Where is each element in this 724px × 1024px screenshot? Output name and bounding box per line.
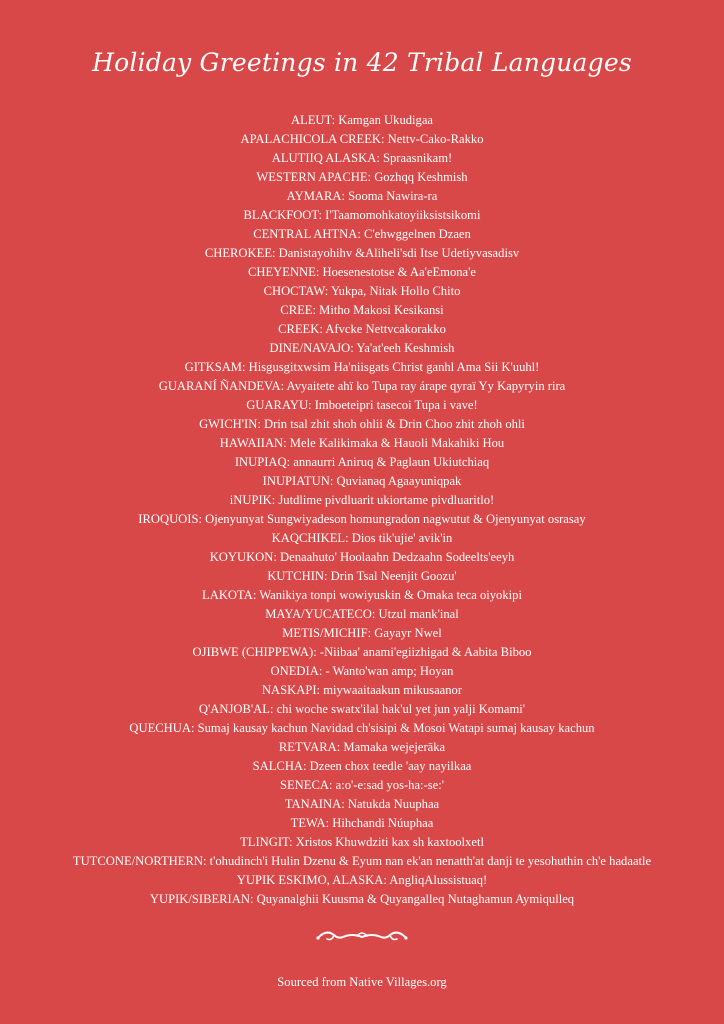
greeting-text: Spraasnikam! [383, 151, 453, 165]
greeting-row [0, 662, 724, 681]
greeting-text: Hisgusgitxwsim Ha'niisgats Christ ganhl Ama Sii K'uuhl! [248, 360, 540, 374]
greeting-row [0, 472, 724, 491]
language-name: BLACKFOOT [243, 208, 319, 222]
greeting-text: Dios tik'ujie' avik'in [351, 531, 453, 545]
separator: : [336, 740, 344, 754]
separator: : [303, 759, 310, 773]
language-name: CREE [280, 303, 313, 317]
separator: : [345, 531, 352, 545]
separator: : [198, 512, 206, 526]
greeting-row [0, 624, 724, 643]
language-name: SENECA [279, 778, 329, 792]
greeting-row [0, 491, 724, 510]
language-name: APALACHICOLA CREEK [240, 132, 382, 146]
language-name: RETVARA [278, 740, 337, 754]
greeting-text: Xristos Khuwdziti kax sh kaxtoolxetl [295, 835, 484, 849]
language-name: CREEK [278, 322, 320, 336]
greeting-row [0, 453, 724, 472]
separator: : [257, 417, 264, 431]
greeting-text: Natukda Nuuphaa [347, 797, 440, 811]
greeting-row [0, 130, 724, 149]
language-name: GWICH'IN [199, 417, 258, 431]
separator: : [367, 170, 375, 184]
greeting-text: Quyanalghii Kuusma & Quyangalleq Nutaghamun Aymiqulleq [256, 892, 575, 906]
language-name: iNUPIK [229, 493, 272, 507]
greeting-text: Drin tsal zhit shoh ohlii & Drin Choo zhit zhoh ohli [263, 417, 525, 431]
greeting-row [0, 700, 724, 719]
greeting-row [0, 168, 724, 187]
greeting-text: Kamgan Ukudigaa [338, 113, 434, 127]
language-name: OJIBWE (CHIPPEWA) [192, 645, 314, 659]
language-name: HAWAIIAN [219, 436, 284, 450]
greeting-text: -Niibaa' anami'egiizhigad & Aabita Biboo [319, 645, 532, 659]
separator: : [350, 341, 357, 355]
greeting-text: t'ohudinch'i Hulin Dzenu & Eyum nan ek'an nenatth'at danji te yesohuthin ch'e hadaatle [209, 854, 652, 868]
language-name: YUPIK/SIBERIAN [149, 892, 250, 906]
language-name: AYMARA [286, 189, 342, 203]
language-name: GUARANÍ ÑANDEVA [158, 379, 281, 393]
separator: : [280, 379, 287, 393]
greeting-row [0, 529, 724, 548]
greeting-text: Wanikiya tonpi wowiyuskin & Omaka teca oiyokipi [259, 588, 522, 602]
separator: : [242, 360, 249, 374]
language-name: TANAINA [284, 797, 342, 811]
separator: : [271, 493, 279, 507]
separator: : [341, 189, 349, 203]
greeting-text: Hihchandi Núuphaa [332, 816, 434, 830]
separator: : [319, 322, 326, 336]
separator: : [329, 474, 337, 488]
greeting-row [0, 263, 724, 282]
greeting-text: Mele Kalikimaka & Hauoli Makahiki Hou [289, 436, 505, 450]
separator: : [313, 645, 320, 659]
greeting-text: Sumaj kausay kachun Navidad ch'sisipi & Mosoi Watapi sumaj kausay kachun [197, 721, 595, 735]
greeting-text: Gozhqq Keshmish [374, 170, 468, 184]
separator: : [325, 816, 333, 830]
greeting-text: Ya'at'eeh Keshmish [356, 341, 455, 355]
language-name: INUPIATUN [262, 474, 330, 488]
language-name: TLINGIT [240, 835, 290, 849]
greeting-text: a:o'-e:sad yos-ha:-se:' [335, 778, 445, 792]
greeting-text: C'ehwggelnen Dzaen [363, 227, 471, 241]
greeting-text: annaurri Aniruq & Paglaun Ukiutchiaq [293, 455, 490, 469]
greeting-row [0, 434, 724, 453]
greeting-text: Nettv-Cako-Rakko [387, 132, 484, 146]
greeting-text: Denaahuto' Hoolaahn Dedzaahn Sodeelts'eeyh [280, 550, 515, 564]
greeting-row [0, 301, 724, 320]
greeting-text: miywaaitaakun mikusaanor [323, 683, 463, 697]
language-name: LAKOTA [202, 588, 253, 602]
separator: : [190, 721, 198, 735]
language-name: QUECHUA [129, 721, 191, 735]
separator: : [318, 664, 326, 678]
greeting-text: Sooma Nawira-ra [348, 189, 438, 203]
language-name: CHOCTAW [263, 284, 325, 298]
greeting-row [0, 244, 724, 263]
language-name: INUPIAQ [234, 455, 287, 469]
greeting-text: Avyaitete ahï ko Tupa ray árape qyraï Yy Kapyryin rira [286, 379, 566, 393]
separator: : [316, 683, 324, 697]
language-name: KOYUKON [209, 550, 274, 564]
greeting-row [0, 415, 724, 434]
language-name: SALCHA [252, 759, 304, 773]
separator: : [331, 113, 339, 127]
greeting-row [0, 757, 724, 776]
greeting-row [0, 377, 724, 396]
language-name: IROQUOIS [138, 512, 199, 526]
language-name: NASKAPI [261, 683, 317, 697]
separator: : [289, 835, 296, 849]
separator: : [323, 569, 331, 583]
separator: : [202, 854, 210, 868]
separator: : [315, 265, 323, 279]
greeting-text: Mitho Makosi Kesikansi [319, 303, 444, 317]
language-name: CENTRAL AHTNA [253, 227, 358, 241]
greeting-text: Ojenyunyat Sungwiyadeson homungradon nagwutut & Ojenyunyat osrasay [205, 512, 586, 526]
language-name: WESTERN APACHE [256, 170, 368, 184]
greeting-row [0, 339, 724, 358]
greeting-text: chi woche swatx'ilal hak'ul yet jun yalji Komami' [276, 702, 526, 716]
greeting-text: Drin Tsal Neenjit Goozu' [330, 569, 457, 583]
greeting-row [0, 605, 724, 624]
separator: : [249, 892, 257, 906]
separator: : [383, 873, 390, 887]
greeting-row [0, 795, 724, 814]
greeting-text: Yukpa, Nitak Hollo Chito [330, 284, 461, 298]
separator: : [357, 227, 364, 241]
greeting-text: Hoesenestotse & Aa'eEmona'e [322, 265, 477, 279]
language-name: METIS/MICHIF [282, 626, 368, 640]
greeting-row [0, 776, 724, 795]
greeting-row [0, 149, 724, 168]
greeting-row [0, 586, 724, 605]
language-name: YUPIK ESKIMO, ALASKA [236, 873, 384, 887]
greeting-row [0, 567, 724, 586]
greeting-text: I'Taamomohkatoyiiksistsikomi [325, 208, 481, 222]
greeting-row [0, 871, 724, 890]
greeting-row [0, 719, 724, 738]
separator: : [312, 303, 320, 317]
separator: : [272, 246, 279, 260]
greeting-row [0, 510, 724, 529]
greeting-text: Quvianaq Agaayuniqpak [336, 474, 462, 488]
greeting-row [0, 814, 724, 833]
separator: : [318, 208, 326, 222]
language-name: TUTCONE/NORTHERN [72, 854, 203, 868]
language-name: KAQCHIKEL [271, 531, 346, 545]
separator: : [269, 702, 277, 716]
greeting-text: Danistayohihv &Aliheli'sdi Itse Udetiyvasadisv [278, 246, 520, 260]
language-name: ALUTIIQ ALASKA [271, 151, 377, 165]
greeting-row [0, 225, 724, 244]
separator: : [324, 284, 331, 298]
greeting-row [0, 890, 724, 909]
language-name: GITKSAM [184, 360, 242, 374]
separator: : [328, 778, 336, 792]
greeting-text: Utzul mank'inal [378, 607, 459, 621]
separator: : [381, 132, 388, 146]
greeting-row [0, 320, 724, 339]
greeting-text: Jutdlime pivdluarit ukiortame pivdluaritlo! [278, 493, 495, 507]
greeting-row [0, 187, 724, 206]
language-name: MAYA/YUCATECO [265, 607, 372, 621]
greeting-row [0, 358, 724, 377]
greeting-text: AngliqAlussistuaq! [389, 873, 488, 887]
separator: : [376, 151, 383, 165]
separator: : [283, 436, 290, 450]
greeting-text: Gayayr Nwel [374, 626, 442, 640]
separator: : [286, 455, 294, 469]
separator: : [367, 626, 375, 640]
greeting-row [0, 206, 724, 225]
greeting-row [0, 852, 724, 871]
separator: : [371, 607, 379, 621]
greeting-row [0, 396, 724, 415]
greeting-text: Mamaka wejejerāka [343, 740, 446, 754]
language-name: TEWA [290, 816, 326, 830]
language-name: GUARAYU [246, 398, 309, 412]
language-name: KUTCHIN [267, 569, 324, 583]
greeting-row [0, 833, 724, 852]
greeting-row [0, 282, 724, 301]
language-name: Q'ANJOB'AL [198, 702, 270, 716]
greeting-text: Imboeteipri tasecoi Tupa i vave! [314, 398, 478, 412]
greeting-row [0, 548, 724, 567]
language-name: CHEYENNE [247, 265, 316, 279]
language-name: CHEROKEE [204, 246, 273, 260]
language-name: ONEDIA [270, 664, 319, 678]
language-name: ALEUT [290, 113, 332, 127]
greeting-row [0, 643, 724, 662]
greeting-row [0, 111, 724, 130]
greeting-row [0, 738, 724, 757]
language-name: DINE/NAVAJO [269, 341, 351, 355]
separator: : [308, 398, 315, 412]
separator: : [341, 797, 348, 811]
greeting-text: Dzeen chox teedle 'aay nayilkaa [309, 759, 472, 773]
separator: : [252, 588, 260, 602]
ornamental-swirl-icon [312, 924, 412, 946]
greeting-text: - Wanto'wan amp; Hoyan [325, 664, 454, 678]
greeting-row [0, 681, 724, 700]
separator: : [273, 550, 281, 564]
greetings-list [0, 111, 724, 909]
page-title: Holiday Greetings in 42 Tribal Languages [92, 48, 632, 77]
greeting-text: Afvcke Nettvcakorakko [325, 322, 446, 336]
source-credit: Sourced from Native Villages.org [277, 975, 447, 989]
